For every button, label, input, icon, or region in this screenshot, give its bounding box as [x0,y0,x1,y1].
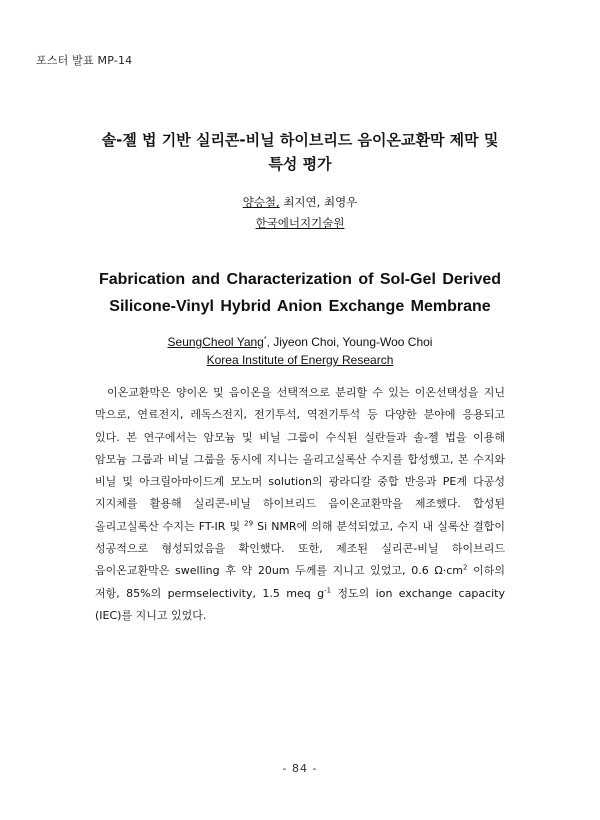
korean-author-list [100,192,500,213]
page-number: - 84 - [282,762,318,775]
session-label: 포스터 발표 MP-14 [36,54,133,67]
english-author-list [100,331,500,351]
korean-affiliation: 한국에너지기술원 [255,216,345,230]
abstract-paragraph [95,382,505,627]
abstract-superscript-2: 2 [463,563,468,572]
korean-title [60,128,540,176]
english-first-author: SeungCheol Yang [167,335,264,349]
english-authors-block [100,331,500,369]
abstract-text-2: Si NMR에 의해 분석되었고, 수지 내 실록산 결합이 성공적으로 형성되었음을 확인했다. 또한, 제조된 실리콘-비닐 하이브리드 음이온교환막은 swelling 후 약 20um 두께를 지니고 있었고, 0.6 Ω·cm [95,519,505,578]
abstract-text-1: 이온교환막은 양이온 및 음이온을 선택적으로 분리할 수 있는 이온선택성을 지닌 막으로, 연료전지, 레독스전지, 전기투석, 역전기투석 등 다양한 분야에 응용되고 있다. 본 연구에서는 암모늄 및 비닐 그룹이 수식된 실란들과 솔-젤 법을 이용해 암모늄 그룹과 비닐 그룹을 동시에 지니는 올리고실록산 수지를 합성했고, 본 수지와 비닐 및 아크릴아마이드계 모노머 solution의 광라디칼 중합 반응과 PE계 다공성 지지체를 활용해 실리콘-비닐 하이브리드 음이온교환막을 제조했다. 합성된 올리고실록산 수지는 FT-IR 및 [95,386,505,533]
korean-authors-block [100,192,500,234]
abstract-text-4: 정도의 ion exchange capacity (IEC)를 지니고 있었다. [95,586,505,622]
korean-other-authors: 최지연, 최영우 [279,195,358,209]
korean-first-author: 양승철, [242,195,280,209]
english-title-line-1: Fabrication and Characterization of Sol-Gel Derived [98,271,502,288]
english-title-line-2: Silicone-Vinyl Hybrid Anion Exchange Membrane [109,298,491,315]
korean-title-line-1: 솔-젤 법 기반 실리콘-비닐 하이브리드 음이온교환막 제막 및 [101,131,499,149]
abstract-superscript-minus-1: -1 [324,586,332,595]
abstract-superscript-29: 29 [244,519,254,528]
english-title [40,266,560,320]
english-other-authors: , Jiyeon Choi, Young-Woo Choi [266,335,433,349]
english-affiliation: Korea Institute of Energy Research [206,353,394,367]
corresponding-author-mark: * [263,336,267,343]
abstract-text-3: 이하의 저항, 85%의 permselectivity, 1.5 meq g [95,564,506,600]
korean-title-line-2: 특성 평가 [268,155,332,173]
